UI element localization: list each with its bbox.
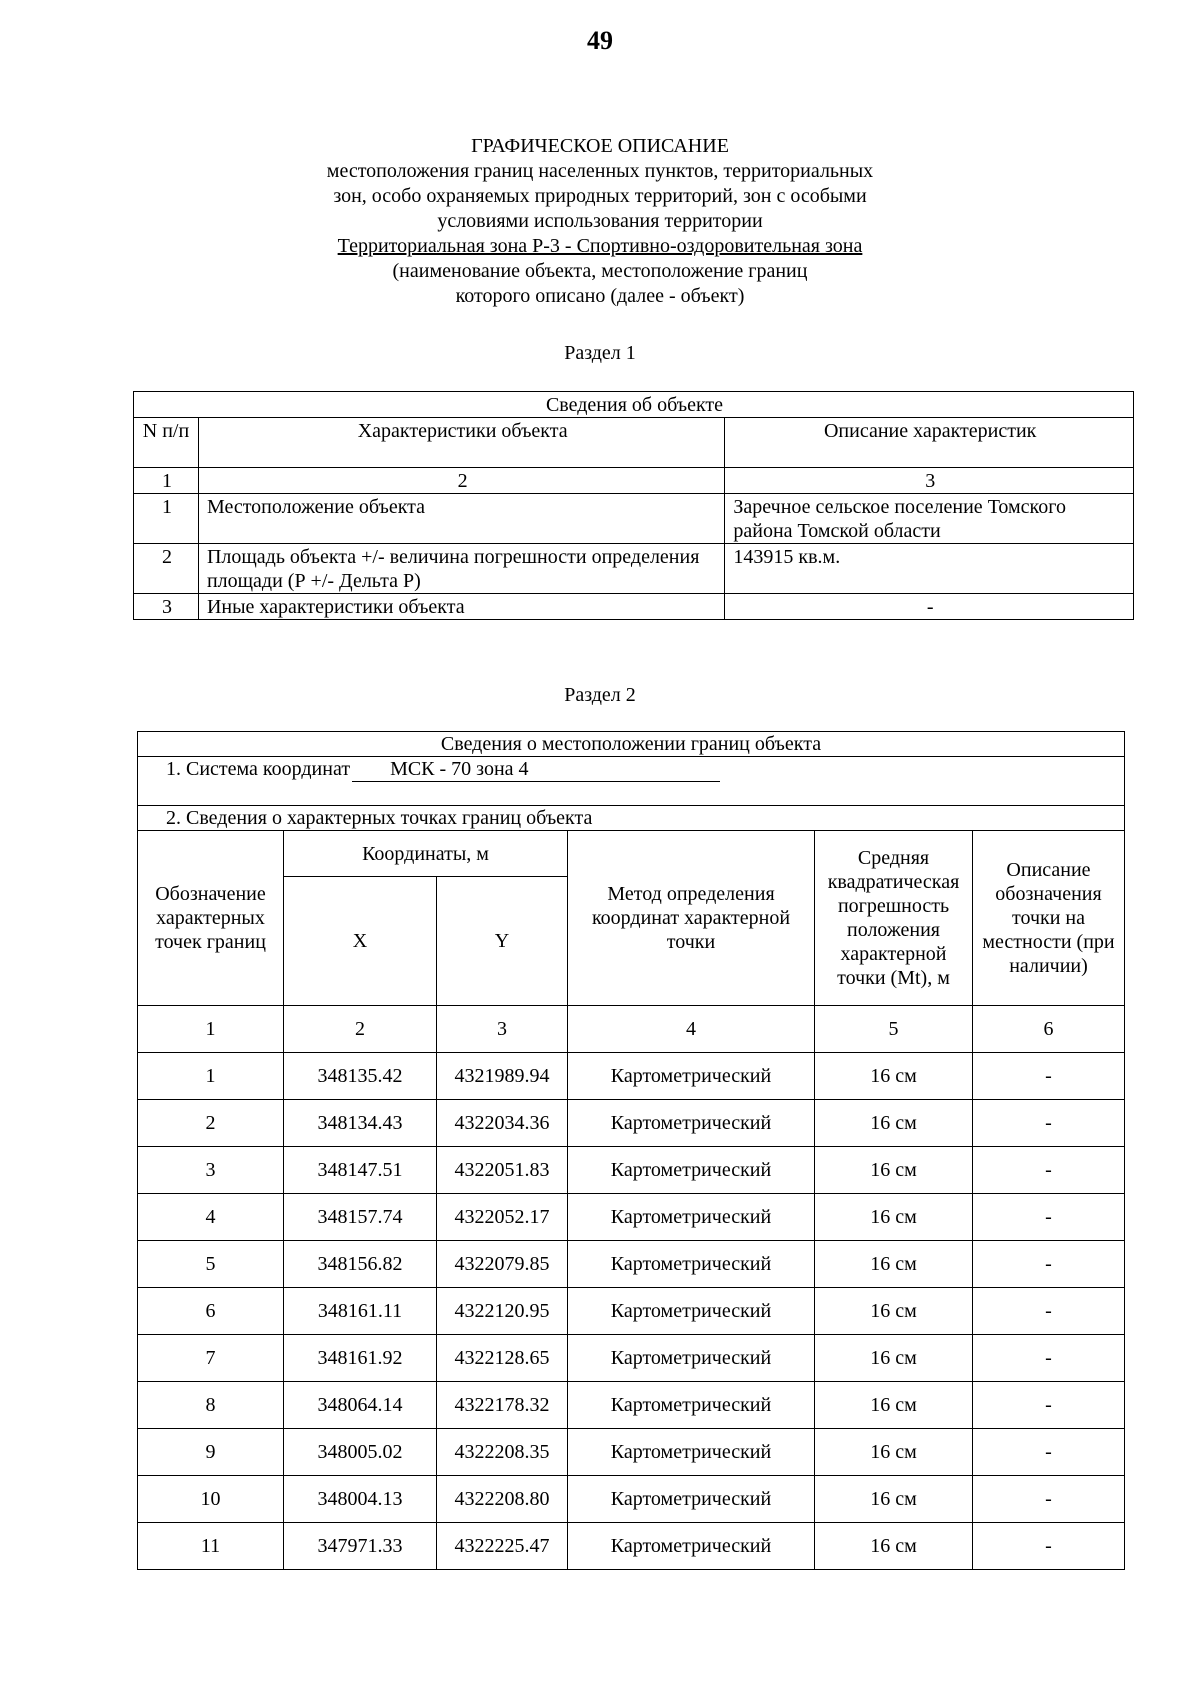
error: 16 см [815, 1523, 973, 1570]
point-number: 3 [138, 1147, 284, 1194]
point-description: - [973, 1194, 1125, 1241]
coord-x: 348161.11 [284, 1288, 437, 1335]
point-number: 11 [138, 1523, 284, 1570]
error: 16 см [815, 1429, 973, 1476]
coord-y: 4321989.94 [437, 1053, 568, 1100]
boundary-points-table [137, 731, 1125, 1570]
coord-system-row [138, 757, 1125, 806]
point-description: - [973, 1147, 1125, 1194]
method: Картометрический [568, 1523, 815, 1570]
coord-x: 348156.82 [284, 1241, 437, 1288]
coord-x: 348005.02 [284, 1429, 437, 1476]
document-header [0, 134, 1200, 309]
object-name: Территориальная зона Р-3 - Спортивно-оздоровительная зона [337, 235, 863, 257]
points-label: 2. Сведения о характерных точках границ объекта [138, 806, 1125, 831]
coord-x: 348161.92 [284, 1335, 437, 1382]
point-description: - [973, 1241, 1125, 1288]
coord-x: 348147.51 [284, 1147, 437, 1194]
col-header-method: Метод определения координат характерной точки [568, 831, 815, 1006]
header-line: условиями использования территории [437, 210, 763, 232]
coord-x: 348157.74 [284, 1194, 437, 1241]
point-description: - [973, 1476, 1125, 1523]
point-number: 2 [138, 1100, 284, 1147]
error: 16 см [815, 1288, 973, 1335]
row-desc: 143915 кв.м. [725, 544, 1134, 594]
method: Картометрический [568, 1053, 815, 1100]
error: 16 см [815, 1382, 973, 1429]
point-number: 7 [138, 1335, 284, 1382]
table-row [138, 1053, 1125, 1100]
col-header-error: Средняя квадратическая погрешность положения характерной точки (Mt), м [815, 831, 973, 1006]
coord-y: 4322051.83 [437, 1147, 568, 1194]
point-number: 5 [138, 1241, 284, 1288]
col-num: 2 [284, 1006, 437, 1053]
col-num: 1 [134, 468, 199, 494]
point-description: - [973, 1523, 1125, 1570]
coord-y: 4322034.36 [437, 1100, 568, 1147]
coord-x: 348135.42 [284, 1053, 437, 1100]
document-title: ГРАФИЧЕСКОЕ ОПИСАНИЕ [471, 135, 729, 157]
page-number: 49 [587, 26, 613, 55]
coord-y: 4322178.32 [437, 1382, 568, 1429]
section2-title: Раздел 2 [564, 684, 636, 706]
col-header-y: Y [437, 877, 568, 1006]
row-n: 2 [134, 544, 199, 594]
col-num: 4 [568, 1006, 815, 1053]
table-title: Сведения о местоположении границ объекта [138, 732, 1125, 757]
table-row [138, 1100, 1125, 1147]
object-info-table [133, 391, 1134, 620]
table-row [138, 1147, 1125, 1194]
col-header-desc: Описание характеристик [725, 418, 1134, 468]
table-row [138, 1335, 1125, 1382]
header-note: (наименование объекта, местоположение границ [392, 260, 808, 282]
point-description: - [973, 1288, 1125, 1335]
point-description: - [973, 1053, 1125, 1100]
coord-y: 4322128.65 [437, 1335, 568, 1382]
coord-x: 347971.33 [284, 1523, 437, 1570]
col-num: 5 [815, 1006, 973, 1053]
point-number: 6 [138, 1288, 284, 1335]
table-row [138, 1523, 1125, 1570]
row-desc: Заречное сельское поселение Томского района Томской области [725, 494, 1134, 544]
point-description: - [973, 1100, 1125, 1147]
table-row [134, 544, 1134, 594]
method: Картометрический [568, 1476, 815, 1523]
method: Картометрический [568, 1100, 815, 1147]
table-row [138, 1288, 1125, 1335]
error: 16 см [815, 1241, 973, 1288]
point-number: 9 [138, 1429, 284, 1476]
point-number: 8 [138, 1382, 284, 1429]
error: 16 см [815, 1476, 973, 1523]
col-header-desc: Описание обозначения точки на местности (при наличии) [973, 831, 1125, 1006]
method: Картометрический [568, 1194, 815, 1241]
point-description: - [973, 1382, 1125, 1429]
error: 16 см [815, 1194, 973, 1241]
header-note: которого описано (далее - объект) [455, 285, 745, 307]
col-header-point: Обозначение характерных точек границ [138, 831, 284, 1006]
coord-x: 348134.43 [284, 1100, 437, 1147]
col-header-coords: Координаты, м [284, 831, 568, 877]
coord-y: 4322052.17 [437, 1194, 568, 1241]
col-header-x: X [284, 877, 437, 1006]
col-header-n: N п/п [134, 418, 199, 468]
coord-y: 4322120.95 [437, 1288, 568, 1335]
coord-system-value: МСК - 70 зона 4 [352, 757, 720, 782]
col-num: 1 [138, 1006, 284, 1053]
coord-y: 4322079.85 [437, 1241, 568, 1288]
method: Картометрический [568, 1335, 815, 1382]
coord-system-label: 1. Система координат [166, 758, 351, 780]
table-row [138, 1382, 1125, 1429]
point-number: 10 [138, 1476, 284, 1523]
row-desc: - [725, 594, 1134, 620]
row-n: 1 [134, 494, 199, 544]
table-row [134, 494, 1134, 544]
point-number: 1 [138, 1053, 284, 1100]
coord-y: 4322208.80 [437, 1476, 568, 1523]
method: Картометрический [568, 1382, 815, 1429]
method: Картометрический [568, 1429, 815, 1476]
coord-x: 348004.13 [284, 1476, 437, 1523]
row-char: Местоположение объекта [198, 494, 724, 544]
col-num: 3 [725, 468, 1134, 494]
table-row [138, 1429, 1125, 1476]
col-num: 6 [973, 1006, 1125, 1053]
coord-y: 4322208.35 [437, 1429, 568, 1476]
section1-title: Раздел 1 [564, 342, 636, 364]
method: Картометрический [568, 1147, 815, 1194]
table-row [138, 1476, 1125, 1523]
row-char: Площадь объекта +/- величина погрешности определения площади (Р +/- Дельта Р) [198, 544, 724, 594]
point-description: - [973, 1429, 1125, 1476]
table-row [134, 594, 1134, 620]
table-row [138, 1241, 1125, 1288]
method: Картометрический [568, 1241, 815, 1288]
table-title: Сведения об объекте [134, 392, 1134, 418]
col-header-char: Характеристики объекта [198, 418, 724, 468]
col-num: 3 [437, 1006, 568, 1053]
row-char: Иные характеристики объекта [198, 594, 724, 620]
coord-x: 348064.14 [284, 1382, 437, 1429]
point-description: - [973, 1335, 1125, 1382]
header-line: зон, особо охраняемых природных территорий, зон с особыми [333, 185, 867, 207]
method: Картометрический [568, 1288, 815, 1335]
row-n: 3 [134, 594, 199, 620]
coord-y: 4322225.47 [437, 1523, 568, 1570]
header-line: местоположения границ населенных пунктов, территориальных [326, 160, 874, 182]
error: 16 см [815, 1100, 973, 1147]
point-number: 4 [138, 1194, 284, 1241]
col-num: 2 [198, 468, 724, 494]
error: 16 см [815, 1335, 973, 1382]
error: 16 см [815, 1147, 973, 1194]
error: 16 см [815, 1053, 973, 1100]
table-row [138, 1194, 1125, 1241]
